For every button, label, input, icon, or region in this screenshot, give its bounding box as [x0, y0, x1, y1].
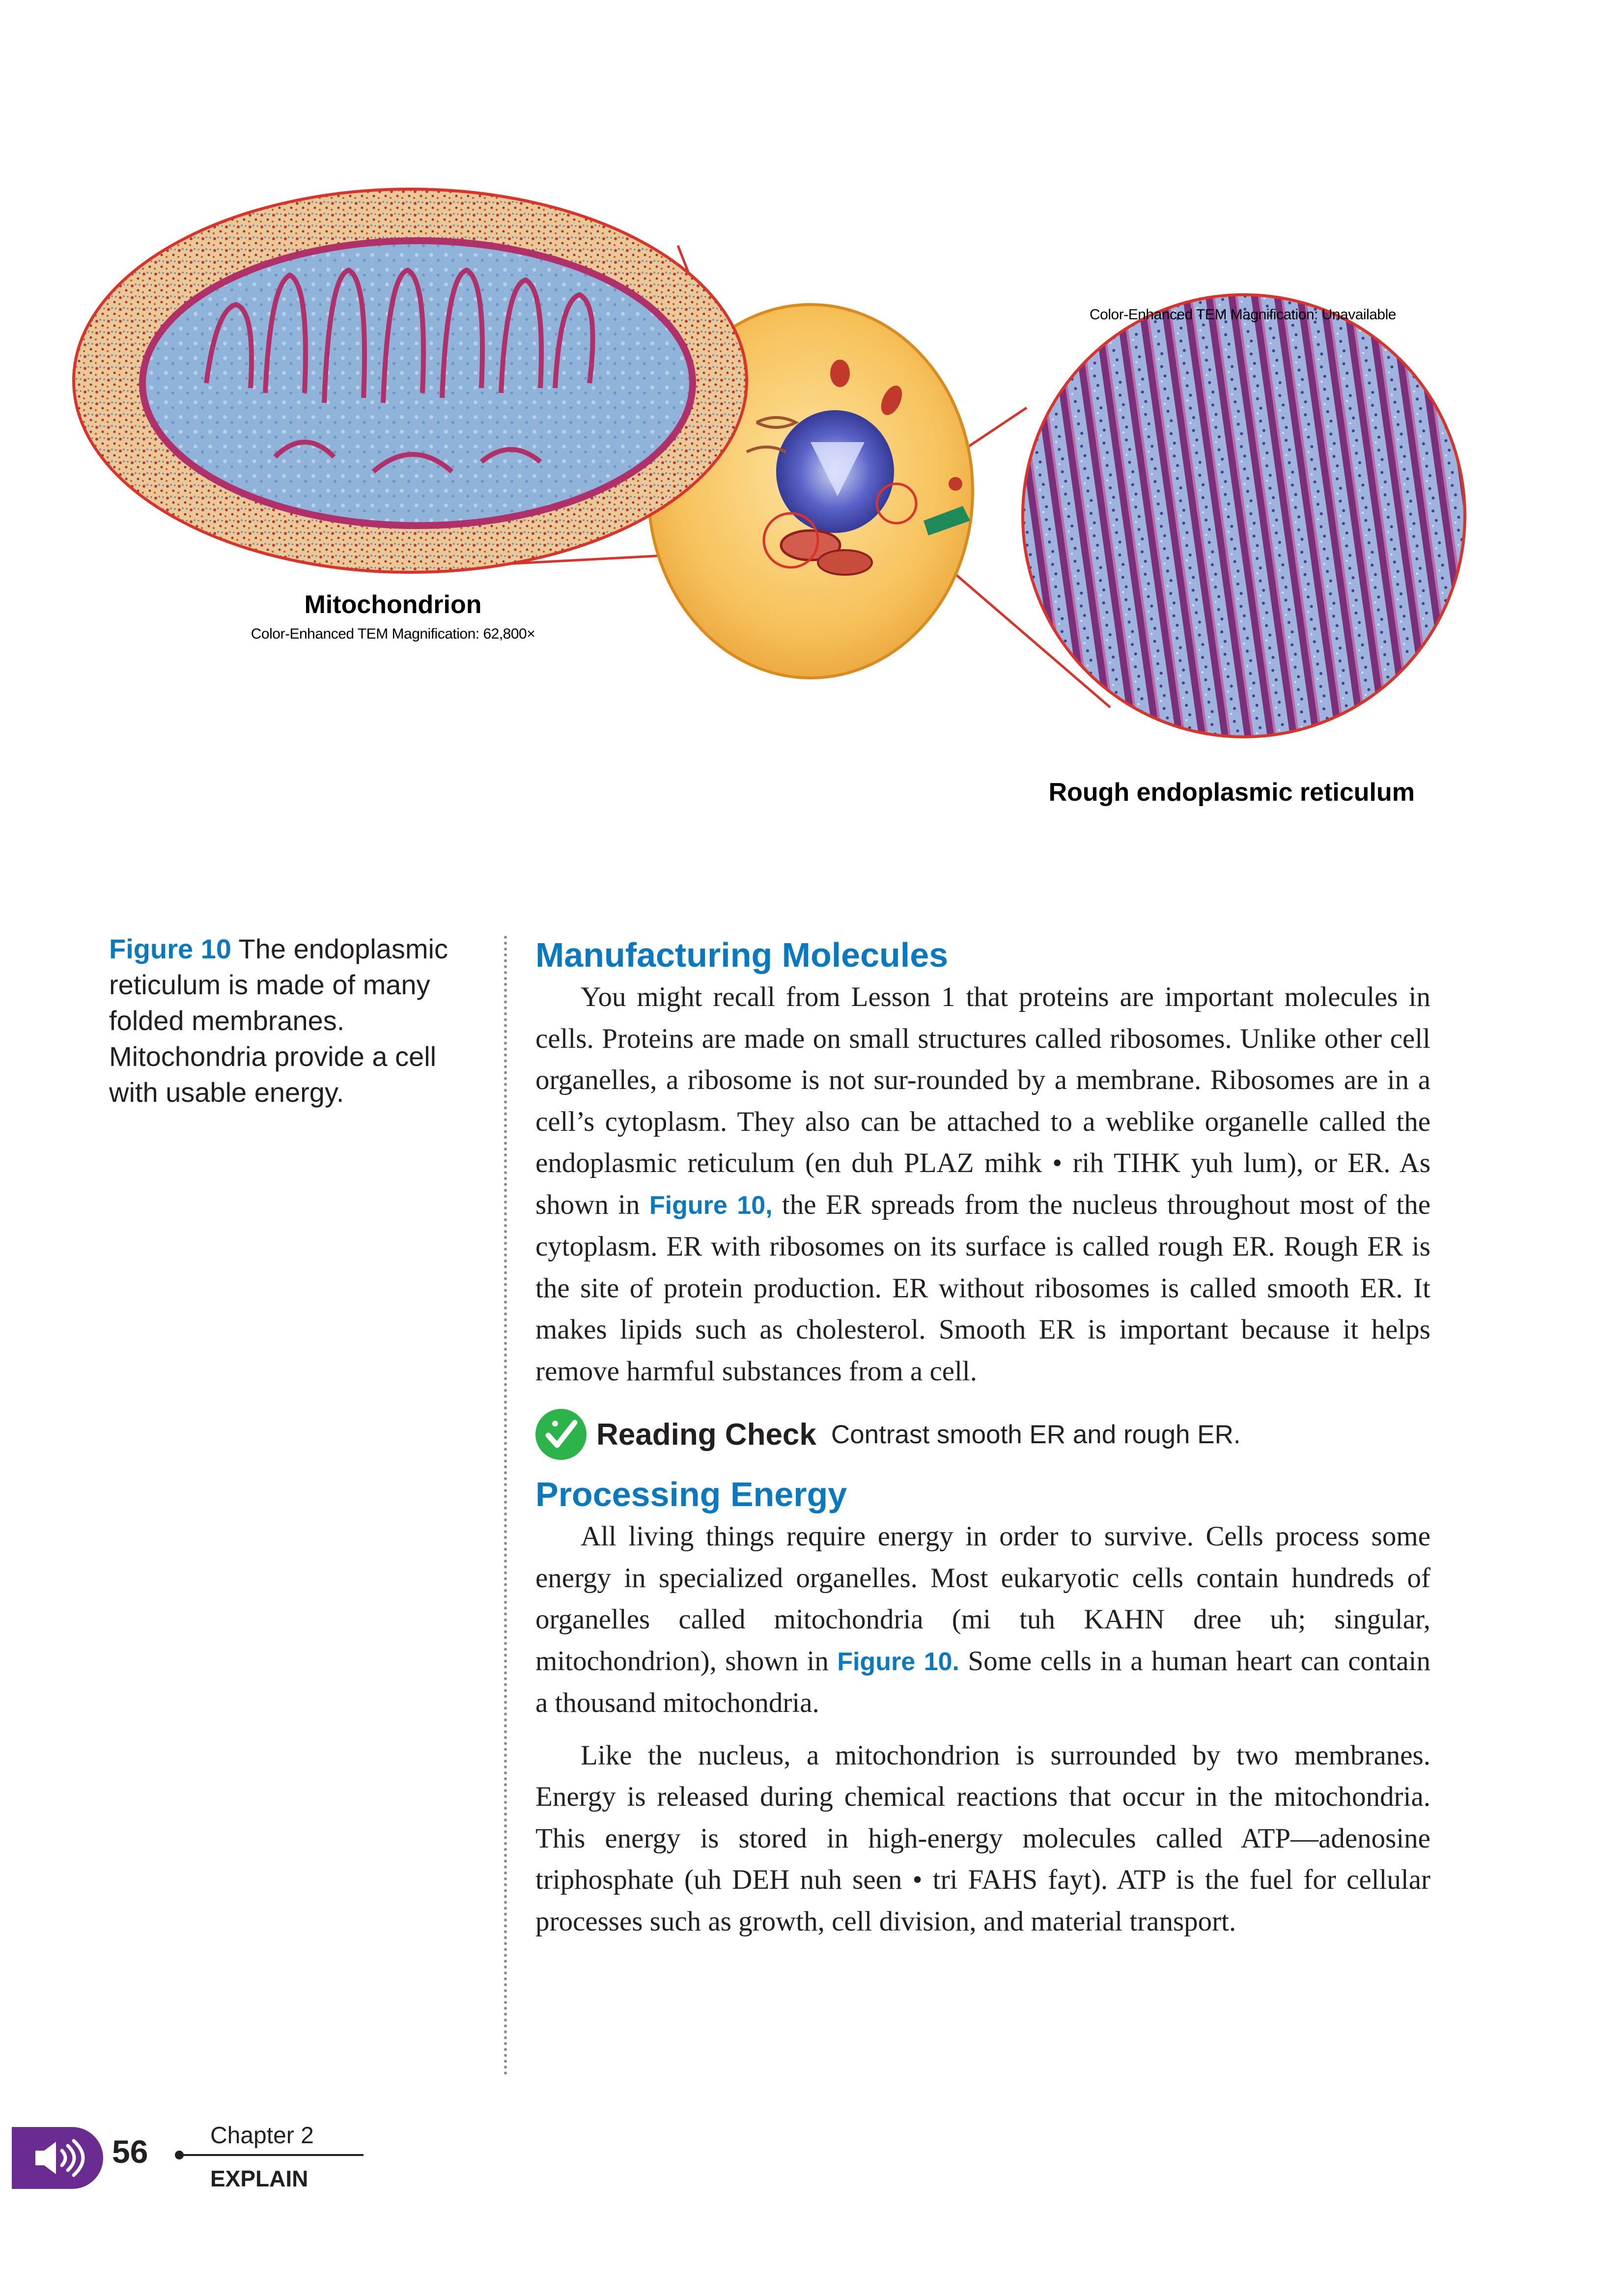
rough-er-micrograph — [1017, 290, 1474, 747]
figure-10-illustration — [0, 0, 1624, 825]
check-mark-icon — [535, 1409, 587, 1460]
main-column — [535, 933, 1430, 1942]
paragraph-manufacturing — [535, 977, 1430, 1392]
figure-10-reference-link-2[interactable]: Figure 10. — [837, 1647, 959, 1676]
mitochondrion-label: Mitochondrion — [304, 590, 482, 619]
speaker-audio-icon — [12, 2127, 103, 2189]
paragraph-processing-2: Like the nucleus, a mitochondrion is surrounded by two membranes. Energy is released during chemical reactions that occur in the mitochondria. This energy is stored in high-energy molecules called ATP—adenosine triphosphate (uh DEH nuh seen • tri FAHS fayt). ATP is the fuel for cellular processes such as growth, cell division, and material transport. — [535, 1739, 1430, 1937]
footer-chapter: Chapter 2 — [210, 2123, 314, 2149]
er-magnification: Color-Enhanced TEM Magnification: Unavailable — [1090, 307, 1396, 323]
heading-manufacturing-molecules: Manufacturing Molecules — [535, 936, 949, 974]
footer-rule — [182, 2154, 364, 2156]
rough-er-label: Rough endoplasmic reticulum — [1048, 778, 1415, 807]
figure-caption — [109, 931, 463, 1110]
mitochondrion-magnification: Color-Enhanced TEM Magnification: 62,800× — [251, 626, 535, 642]
figure-caption-label: Figure 10 — [109, 933, 231, 964]
paragraph-processing-1-part-b: Some cells in a human heart can contain a thousand mitochondria. — [535, 1645, 1430, 1718]
reading-check — [535, 1409, 1430, 1460]
reading-check-label: Reading Check — [596, 1417, 816, 1452]
paragraph-manufacturing-part-a: You might recall from Lesson 1 that proteins are important molecules in cells. Proteins are made on small structures called ribosomes. Unlike other cell organelles, a ribosome is not sur-rounded by a membrane. Ribosomes are in a cell’s cytoplasm. They also can be attached to a weblike organelle called the endoplasmic reticulum (en duh PLAZ mihk • rih TIHK yuh lum), or ER. As shown in — [535, 981, 1430, 1220]
paragraph-processing-1-part-a: All living things require energy in order to survive. Cells process some energy in specialized organelles. Most eukaryotic cells contain hundreds of organelles called mitochondria (mi tuh KAHN dree uh; singular, mitochondrion), shown in — [535, 1521, 1430, 1677]
audio-button[interactable] — [12, 2127, 103, 2189]
reading-check-text: Contrast smooth ER and rough ER. — [831, 1420, 1241, 1449]
paragraph-manufacturing-part-b: the ER spreads from the nucleus throughout most of the cytoplasm. ER with ribosomes on its surface is called rough ER. Rough ER is the site of protein production. ER without ribosomes is called smooth ER. It makes lipids such as cholesterol. Smooth ER is important because it helps remove harmful substances from a cell. — [535, 1189, 1430, 1387]
heading-processing-energy: Processing Energy — [535, 1475, 847, 1513]
page-number: 56 — [112, 2133, 148, 2170]
figure-10-reference-link[interactable]: Figure 10, — [649, 1191, 773, 1220]
column-divider — [504, 936, 507, 2075]
figure-caption-text: The endoplasmic reticulum is made of many folded membranes. Mitochondria provide a cell with usable energy. — [109, 933, 448, 1108]
footer-phase: EXPLAIN — [210, 2166, 308, 2191]
paragraph-processing-1 — [535, 1516, 1430, 1724]
